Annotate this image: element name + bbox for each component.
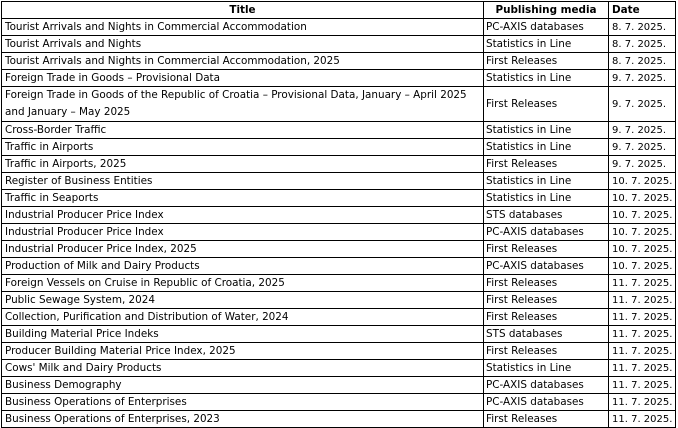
header-row <box>2 2 676 19</box>
table-row <box>2 258 676 275</box>
date-cell: 10. 7. 2025. <box>609 173 676 190</box>
media-cell: Statistics in Line <box>484 36 609 53</box>
date-cell: 9. 7. 2025. <box>609 156 676 173</box>
media-cell: First Releases <box>484 292 609 309</box>
media-cell: First Releases <box>484 411 609 428</box>
media-cell: First Releases <box>484 53 609 70</box>
media-cell: PC-AXIS databases <box>484 377 609 394</box>
title-cell: Foreign Trade in Goods – Provisional Data <box>2 70 484 87</box>
media-cell: First Releases <box>484 241 609 258</box>
date-cell: 10. 7. 2025. <box>609 258 676 275</box>
media-cell: STS databases <box>484 326 609 343</box>
media-cell: STS databases <box>484 207 609 224</box>
table-row <box>2 241 676 258</box>
date-cell: 10. 7. 2025. <box>609 224 676 241</box>
table-row <box>2 275 676 292</box>
title-cell: Register of Business Entities <box>2 173 484 190</box>
date-cell: 11. 7. 2025. <box>609 411 676 428</box>
table-row <box>2 70 676 87</box>
title-cell: Traffic in Airports <box>2 139 484 156</box>
date-cell: 11. 7. 2025. <box>609 377 676 394</box>
table-row <box>2 411 676 428</box>
date-cell: 9. 7. 2025. <box>609 70 676 87</box>
table-row <box>2 122 676 139</box>
media-cell: Statistics in Line <box>484 139 609 156</box>
table-row <box>2 19 676 36</box>
table-row <box>2 343 676 360</box>
table-row <box>2 309 676 326</box>
media-cell: Statistics in Line <box>484 190 609 207</box>
title-cell: Public Sewage System, 2024 <box>2 292 484 309</box>
media-cell: First Releases <box>484 343 609 360</box>
title-cell: Building Material Price Indeks <box>2 326 484 343</box>
table-row <box>2 156 676 173</box>
media-cell: First Releases <box>484 156 609 173</box>
table-row <box>2 394 676 411</box>
table-row <box>2 139 676 156</box>
title-cell: Cows' Milk and Dairy Products <box>2 360 484 377</box>
title-cell: Business Operations of Enterprises <box>2 394 484 411</box>
date-cell: 8. 7. 2025. <box>609 19 676 36</box>
date-cell: 8. 7. 2025. <box>609 36 676 53</box>
date-cell: 11. 7. 2025. <box>609 360 676 377</box>
date-cell: 11. 7. 2025. <box>609 309 676 326</box>
date-cell: 10. 7. 2025. <box>609 207 676 224</box>
title-cell: Producer Building Material Price Index, 2025 <box>2 343 484 360</box>
date-cell: 9. 7. 2025. <box>609 139 676 156</box>
title-cell: Traffic in Seaports <box>2 190 484 207</box>
media-column-header: Publishing media <box>484 2 609 19</box>
media-cell: First Releases <box>484 87 609 122</box>
date-cell: 11. 7. 2025. <box>609 292 676 309</box>
media-cell: Statistics in Line <box>484 70 609 87</box>
table-row <box>2 207 676 224</box>
title-cell: Industrial Producer Price Index, 2025 <box>2 241 484 258</box>
title-cell: Foreign Vessels on Cruise in Republic of Croatia, 2025 <box>2 275 484 292</box>
date-cell: 11. 7. 2025. <box>609 343 676 360</box>
table-row <box>2 326 676 343</box>
media-cell: PC-AXIS databases <box>484 394 609 411</box>
date-cell: 8. 7. 2025. <box>609 53 676 70</box>
title-cell: Production of Milk and Dairy Products <box>2 258 484 275</box>
date-cell: 11. 7. 2025. <box>609 394 676 411</box>
table-row <box>2 36 676 53</box>
table-row <box>2 224 676 241</box>
release-calendar-table <box>1 1 676 428</box>
title-cell: Industrial Producer Price Index <box>2 207 484 224</box>
title-cell: Tourist Arrivals and Nights <box>2 36 484 53</box>
title-cell: Business Operations of Enterprises, 2023 <box>2 411 484 428</box>
title-column-header: Title <box>2 2 484 19</box>
media-cell: First Releases <box>484 275 609 292</box>
date-column-header: Date <box>609 2 676 19</box>
date-cell: 10. 7. 2025. <box>609 241 676 258</box>
date-cell: 11. 7. 2025. <box>609 326 676 343</box>
title-cell: Business Demography <box>2 377 484 394</box>
media-cell: Statistics in Line <box>484 122 609 139</box>
media-cell: PC-AXIS databases <box>484 224 609 241</box>
table-row <box>2 292 676 309</box>
table-row <box>2 53 676 70</box>
title-cell: Foreign Trade in Goods of the Republic of Croatia – Provisional Data, January – April 2025 and January – May 2025 <box>2 87 484 122</box>
table-body <box>2 19 676 428</box>
table-row <box>2 377 676 394</box>
table-row <box>2 360 676 377</box>
title-cell: Tourist Arrivals and Nights in Commercial Accommodation <box>2 19 484 36</box>
media-cell: PC-AXIS databases <box>484 19 609 36</box>
date-cell: 9. 7. 2025. <box>609 87 676 122</box>
title-cell: Tourist Arrivals and Nights in Commercial Accommodation, 2025 <box>2 53 484 70</box>
table-row <box>2 190 676 207</box>
title-cell: Collection, Purification and Distribution of Water, 2024 <box>2 309 484 326</box>
media-cell: Statistics in Line <box>484 360 609 377</box>
date-cell: 9. 7. 2025. <box>609 122 676 139</box>
date-cell: 11. 7. 2025. <box>609 275 676 292</box>
media-cell: First Releases <box>484 309 609 326</box>
title-cell: Industrial Producer Price Index <box>2 224 484 241</box>
table-row <box>2 87 676 122</box>
media-cell: Statistics in Line <box>484 173 609 190</box>
table-row <box>2 173 676 190</box>
title-cell: Cross-Border Traffic <box>2 122 484 139</box>
title-cell: Traffic in Airports, 2025 <box>2 156 484 173</box>
date-cell: 10. 7. 2025. <box>609 190 676 207</box>
media-cell: PC-AXIS databases <box>484 258 609 275</box>
